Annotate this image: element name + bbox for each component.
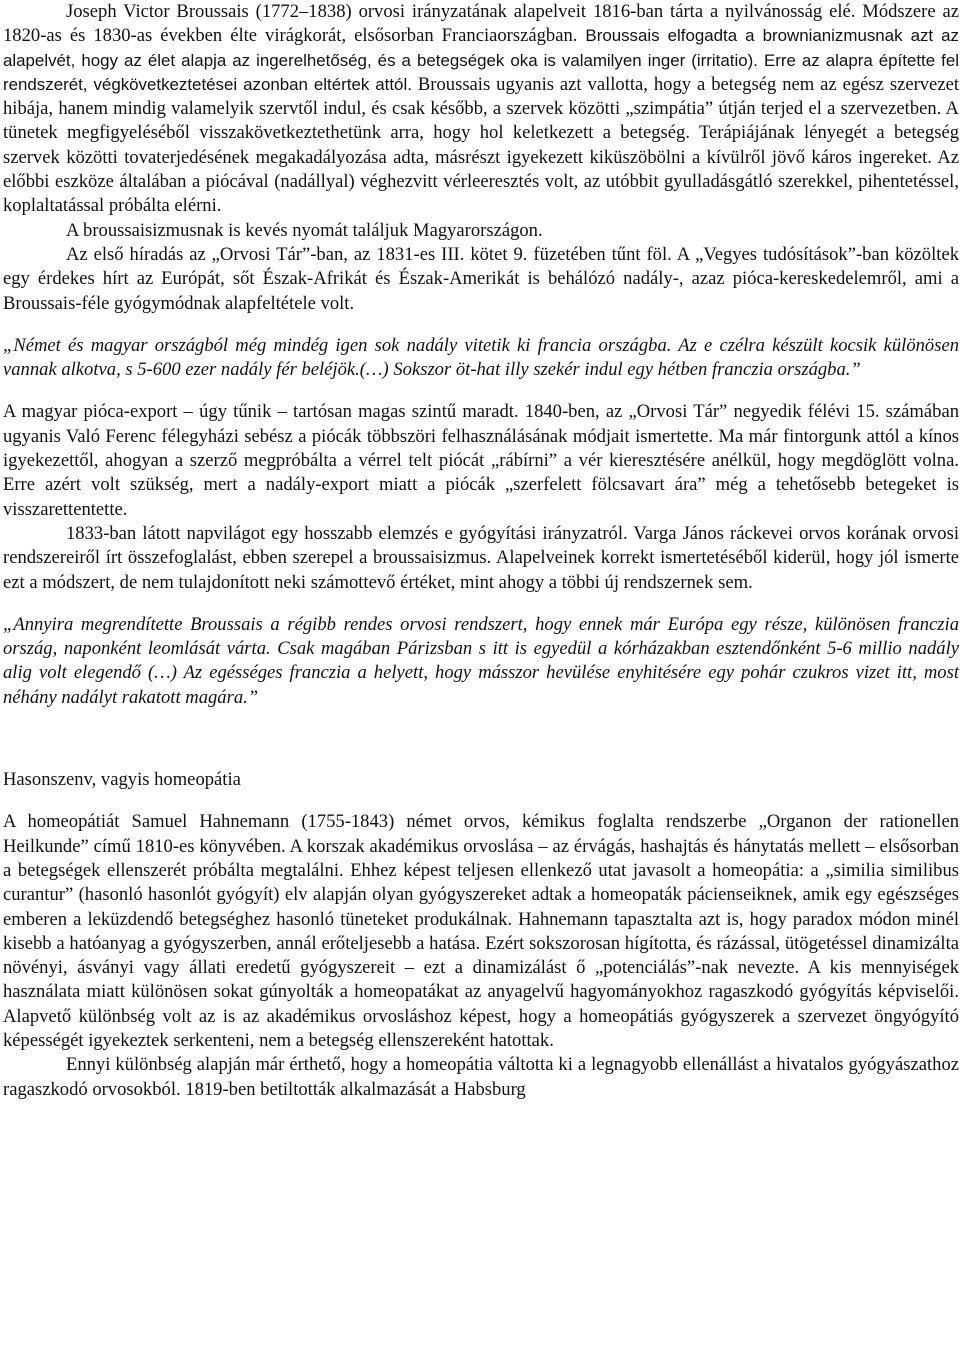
paragraph-broussais-theory: Broussais ugyanis azt vallotta, hogy a betegség nem az egész szervezet hibája, hanem mindig valamelyik szervtől indul, és csak később, a szervek közötti „szimpátia” útján terjed el a szervezetben. A tünetek megfigyeléséből visszakövetkeztethetünk arra, hogy hol keletkezett a betegség. Terápiájának lényegét a betegség szervek közötti tovaterjedésének megakadályozása adta, másrészt igyekezett kiküszöbölni a kívülről jövő káros ingereket. Az előbbi eszköze általában a piócával (nadállyal) véghezvitt vérleeresztés volt, az utóbbit gyulladásgátló szerekkel, pihentetéssel, koplaltatással próbálta elérni. (3, 73, 959, 217)
paragraph-varga-janos: 1833-ban látott napvilágot egy hosszabb elemzés e gyógyítási irányzatról. Varga János ráckevei orvos korának orvosi rendszereiről írt összefoglalást, ebben szerepel a broussaisizmus. Alapelveinek korrekt ismertetéséből kiderül, hogy jól ismerte ezt a módszert, de nem tulajdonított neki számottevő értéket, mint ahogy a többi új rendszernek sem. (3, 522, 959, 593)
paragraph-broussais-intro (3, 0, 959, 219)
spacer (3, 316, 959, 334)
paragraph-broussaisism-hungary: A broussaisizmusnak is kevés nyomát találjuk Magyarországon. (66, 219, 543, 241)
paragraph-broussais-intro-sans: Broussais elfogadta a brownianizmusnak azt az alapelvét, hogy az élet alapja az ingerelhetőség, és a betegségek oka is valamilyen inger (irritatio). Erre az alapra építette fel rendszerét, végkövetkeztetései azonban eltértek attól. (3, 26, 959, 94)
quote-paris-leeches: „Annyira megrendítette Broussais a régibb rendes orvosi rendszert, hogy ennek már Európa egy része, különösen franczia ország, naponként leomlását várta. Csak magában Párizsban s itt is egyedül a kórházakban esztendőnként 5-6 millio nadály alig volt elegendő (…) Az egésséges franczia a helyett, hogy másszor hevülése enyhitésére egy pohár czukros vizet itt, most néhány nadályt rakatott magára.” (3, 613, 959, 708)
spacer (3, 382, 959, 400)
spacer (3, 710, 959, 768)
spacer (3, 792, 959, 810)
section-heading-homeopathy: Hasonszenv, vagyis homeopátia (3, 769, 241, 791)
quote-leech-trade: „Német és magyar országból még mindég igen sok nadály vitetik ki francia országba. Az e czélra készült kocsik különösen vannak alkotva, s 5-600 ezer nadály fér beléjök.(…) Sokszor öt-hat illy szekér indul egy hétben franczia országba.” (3, 334, 959, 381)
spacer (3, 595, 959, 613)
paragraph-leech-export: A magyar pióca-export – úgy tűnik – tartósan magas szintű maradt. 1840-ben, az „Orvosi Tár” negyedik félévi 15. számában ugyanis Való Ferenc félegyházi sebész a piócák többszöri felhasználásának módjait ismertette. Ma már fintorgunk attól a kínos igyekezettől, ahogyan a szerző megpróbálta a vérrel telt piócát „rábírni” a vér kieresztésére anélkül, hogy megdöglött volna. Erre azért volt szükség, mert a nadály-export miatt a piócák „szerfelett fölcsavart ára” még a tehetősebb betegeket is visszarettentette. (3, 401, 959, 520)
paragraph-hahnemann: A homeopátiát Samuel Hahnemann (1755-1843) német orvos, kémikus foglalta rendszerbe „Organon der rationellen Heilkunde” című 1810-es könyvében. A korszak akadémikus orvoslása – az érvágás, hashajtás és hánytatás mellett – elsősorban a betegségek ellenszerét próbálta megtalálni. Ehhez képest teljesen ellenkező utat javasolt a homeopátia: a „similia similibus curantur” (hasonló hasonlót gyógyít) elv alapján olyan gyógyszereket adtak a homeopaták pácienseiknek, amik egy egészséges emberen a leküzdendő betegséghez hasonló tüneteket produkálnak. Hahnemann tapasztalta azt is, hogy paradox módon minél kisebb a hatóanyag a gyógyszerben, annál erőteljesebb a hatása. Ezért sokszorosan hígította, és rázással, ütögetéssel dinamizálta növényi, ásványi vagy állati eredetű gyógyszereit – ezt a dinamizálást ő „potenciálás”-nak nevezte. A kis mennyiségek használata miatt különösen sokat gúnyolták a homeopatákat az anyagelvű hagyományokhoz ragaszkodó gyógyítás képviselői. Alapvető különbség volt az is az akadémikus orvosláshoz képest, hogy a homeopátiás gyógyszerek a szervezet öngyógyító képességét igyekeztek serkenteni, nem a betegség ellenszereként hatottak. (3, 811, 959, 1051)
document-page (3, 0, 959, 1102)
paragraph-resistance: Ennyi különbség alapján már érthető, hogy a homeopátia váltotta ki a legnagyobb ellenállást a hivatalos gyógyászathoz ragaszkodó orvosokból. 1819-ben betiltották alkalmazását a Habsburg (3, 1054, 959, 1100)
paragraph-broussais-intro-serif: Joseph Victor Broussais (1772–1838) orvosi irányzatának alapelveit 1816-ban tárta a nyilvánosság elé. Módszere az 1820-as és 1830-as években élte virágkorát, elsősorban Franciaországban. (3, 1, 959, 47)
paragraph-orvosi-tar: Az első híradás az „Orvosi Tár”-ban, az 1831-es III. kötet 9. füzetében tűnt föl. A „Vegyes tudósítások”-ban közöltek egy érdekes hírt az Európát, sőt Észak-Afrikát és Észak-Amerikát is behálózó nadály-, azaz pióca-kereskedelemről, ami a Broussais-féle gyógymódnak alapfeltétele volt. (3, 243, 959, 314)
